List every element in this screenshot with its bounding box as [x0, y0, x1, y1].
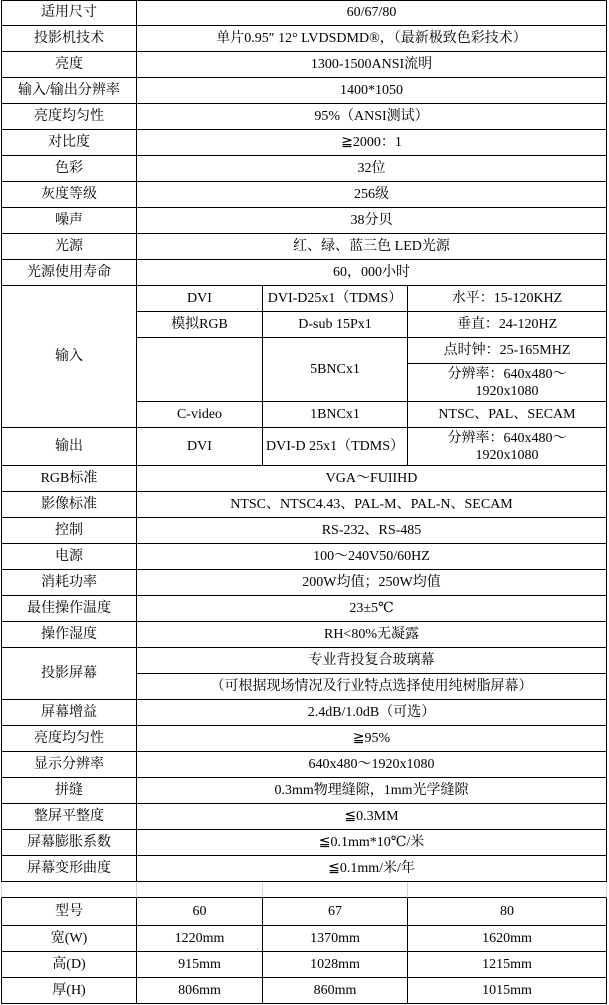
model-size-header: 60 [137, 898, 263, 926]
input-port-bnc: 5BNCx1 [263, 338, 408, 402]
dimension-value: 1370mm [263, 926, 408, 952]
spec-label: 屏幕增益 [1, 700, 137, 726]
spec-value: 38分贝 [137, 208, 607, 234]
resolution-line: 1920x1080 [475, 447, 539, 463]
spec-label: 操作湿度 [1, 622, 137, 648]
spec-label: 拼缝 [1, 778, 137, 804]
spec-label: 噪声 [1, 208, 137, 234]
model-header-label: 型号 [1, 898, 137, 926]
spec-value: 60，000小时 [137, 260, 607, 286]
input-spec-horizontal: 水平：15-120KHZ [408, 286, 607, 312]
spec-label: 屏幕膨胀系数 [1, 830, 137, 856]
spec-value: 红、绿、蓝三色 LED光源 [137, 234, 607, 260]
spec-value: 单片0.95″ 12° LVDSDMD®，（最新极致色彩技术） [137, 26, 607, 52]
spec-label: 亮度均匀性 [1, 726, 137, 752]
screen-value-note: （可根据现场情况及行业特点选择使用纯树脂屏幕） [137, 674, 607, 700]
output-label: 输出 [1, 428, 137, 466]
blank-cell [408, 882, 607, 898]
input-port-dsub: D-sub 15Px1 [263, 312, 408, 338]
spec-label: 电源 [1, 544, 137, 570]
spec-value: 1400*1050 [137, 78, 607, 104]
spec-label: 消耗功率 [1, 570, 137, 596]
spec-value: 1300-1500ANSI流明 [137, 52, 607, 78]
dimension-value: 1620mm [408, 926, 607, 952]
screen-label: 投影屏幕 [1, 648, 137, 700]
blank-cell [263, 882, 408, 898]
output-spec-resolution [408, 428, 607, 466]
spec-label: 影像标准 [1, 492, 137, 518]
spec-value: 100～240V50/60HZ [137, 544, 607, 570]
spec-value: ≦0.3MM [137, 804, 607, 830]
input-spec-video-standard: NTSC、PAL、SECAM [408, 402, 607, 428]
dimension-label: 厚(H) [1, 978, 137, 1004]
dimension-value: 1220mm [137, 926, 263, 952]
input-label: 输入 [1, 286, 137, 428]
input-type-cvideo: C-video [137, 402, 263, 428]
spec-label: 整屏平整度 [1, 804, 137, 830]
spec-value: 23±5℃ [137, 596, 607, 622]
input-port-dvi: DVI-D25x1（TDMS） [263, 286, 408, 312]
spec-label: 控制 [1, 518, 137, 544]
spec-label: 亮度 [1, 52, 137, 78]
input-type-dvi: DVI [137, 286, 263, 312]
spec-label: 最佳操作温度 [1, 596, 137, 622]
spec-value: RS-232、RS-485 [137, 518, 607, 544]
resolution-line: 1920x1080 [475, 383, 539, 399]
input-spec-vertical: 垂直：24-120HZ [408, 312, 607, 338]
blank-cell [137, 882, 263, 898]
output-port-dvi: DVI-D 25x1（TDMS） [263, 428, 408, 466]
spec-value: ≧2000：1 [137, 130, 607, 156]
dimension-label: 宽(W) [1, 926, 137, 952]
spec-label: 输入/输出分辨率 [1, 78, 137, 104]
input-spec-dot-clock: 点时钟：25-165MHZ [408, 338, 607, 364]
spec-label: 灰度等级 [1, 182, 137, 208]
spec-value: 95%（ANSI测试） [137, 104, 607, 130]
spec-value: ≧95% [137, 726, 607, 752]
spec-value: 200W均值；250W均值 [137, 570, 607, 596]
spec-label: 适用尺寸 [1, 0, 137, 26]
spec-label: 光源 [1, 234, 137, 260]
spec-value: 2.4dB/1.0dB（可选） [137, 700, 607, 726]
spec-value: 256级 [137, 182, 607, 208]
blank-cell [1, 882, 137, 898]
spec-value: ≦0.1mm*10℃/米 [137, 830, 607, 856]
spec-label: 显示分辨率 [1, 752, 137, 778]
dimension-label: 高(D) [1, 952, 137, 978]
dimension-value: 1215mm [408, 952, 607, 978]
spec-label: 投影机技术 [1, 26, 137, 52]
spec-value: ≦0.1mm/米/年 [137, 856, 607, 882]
output-type-dvi: DVI [137, 428, 263, 466]
model-size-header: 67 [263, 898, 408, 926]
spec-label: 光源使用寿命 [1, 260, 137, 286]
spec-value: 32位 [137, 156, 607, 182]
spec-value: RH<80%无凝露 [137, 622, 607, 648]
spec-value: NTSC、NTSC4.43、PAL-M、PAL-N、SECAM [137, 492, 607, 518]
resolution-line: 分辨率：640x480～ [447, 366, 567, 382]
dimension-value: 915mm [137, 952, 263, 978]
resolution-line: 分辨率：640x480～ [447, 430, 567, 446]
spec-value: 640x480～1920x1080 [137, 752, 607, 778]
input-type-analog-rgb: 模拟RGB [137, 312, 263, 338]
spec-label: 亮度均匀性 [1, 104, 137, 130]
input-port-bnc-single: 1BNCx1 [263, 402, 408, 428]
spec-value: 60/67/80 [137, 0, 607, 26]
input-spec-resolution [408, 364, 607, 402]
input-type-bnc-empty [137, 338, 263, 402]
spec-value: VGA～FUIIHD [137, 466, 607, 492]
spec-label: 屏幕变形曲度 [1, 856, 137, 882]
screen-value-primary: 专业背投复合玻璃幕 [137, 648, 607, 674]
dimension-value: 806mm [137, 978, 263, 1004]
model-size-header: 80 [408, 898, 607, 926]
spec-label: 对比度 [1, 130, 137, 156]
dimension-value: 1028mm [263, 952, 408, 978]
spec-label: 色彩 [1, 156, 137, 182]
spec-value: 0.3mm物理缝隙，1mm光学缝隙 [137, 778, 607, 804]
dimension-value: 1015mm [408, 978, 607, 1004]
spec-label: RGB标准 [1, 466, 137, 492]
spec-table [1, 0, 607, 1004]
dimension-value: 860mm [263, 978, 408, 1004]
